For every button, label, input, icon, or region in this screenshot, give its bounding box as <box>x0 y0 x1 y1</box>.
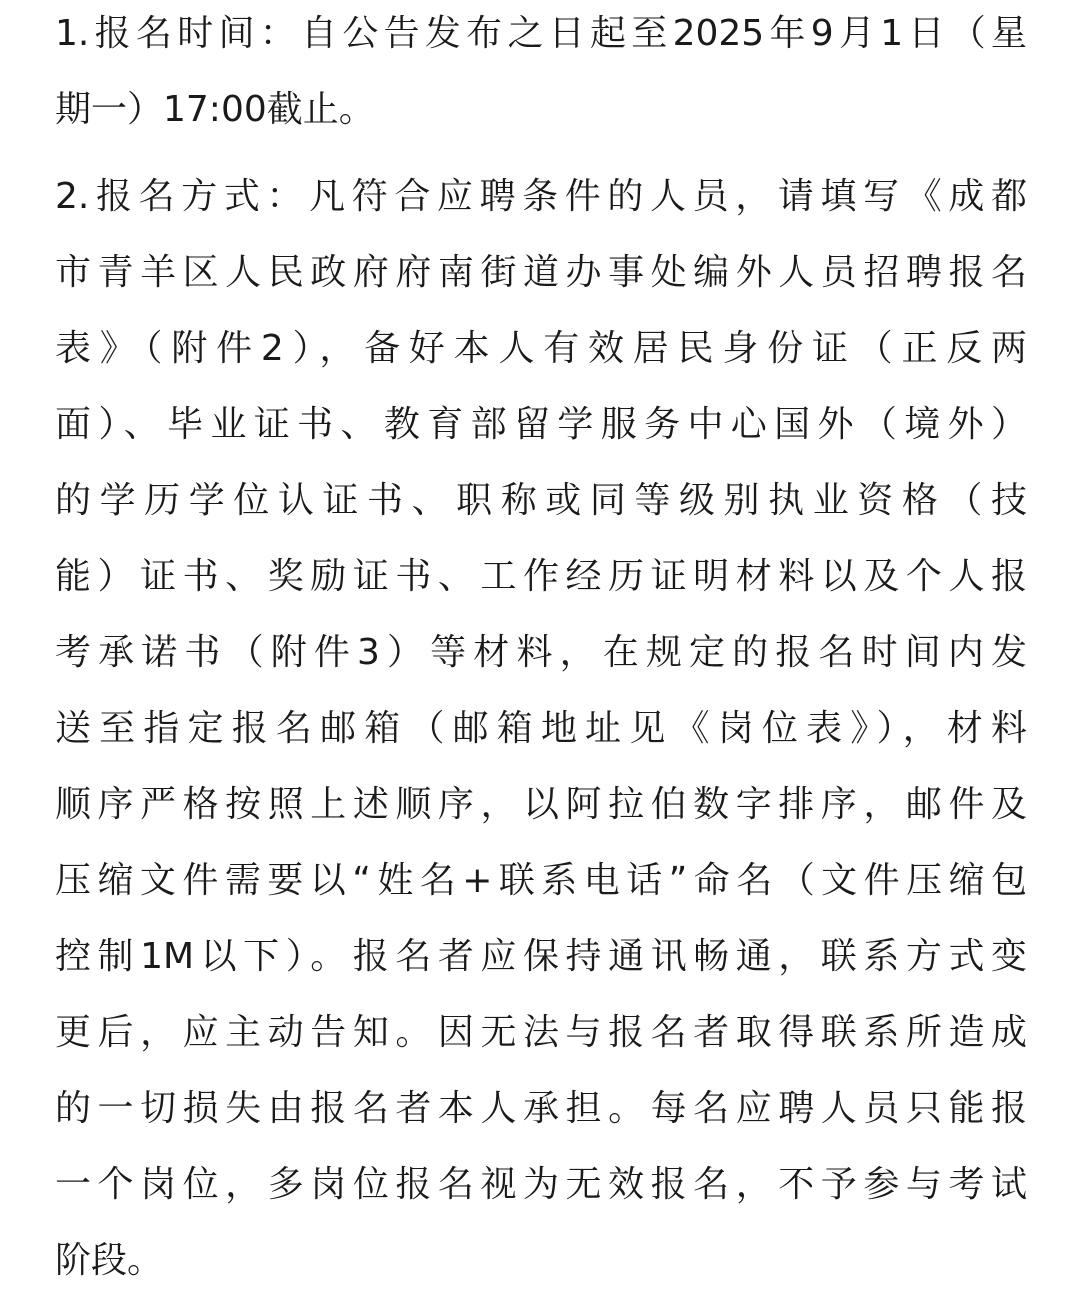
text-line: 更后，应主动告知。因无法与报名者取得联系所造成 <box>55 1012 1027 1053</box>
text-line: 考承诺书（附件3）等材料，在规定的报名时间内发 <box>55 632 1027 673</box>
text-line: 的一切损失由报名者本人承担。每名应聘人员只能报 <box>55 1088 1027 1129</box>
text-line: 送至指定报名邮箱（邮箱地址见《岗位表》），材料 <box>55 708 1027 749</box>
text-line: 表》（附件2），备好本人有效居民身份证（正反两 <box>55 328 1027 369</box>
registration-method-paragraph <box>55 159 1027 1299</box>
text-line: 面）、毕业证书、教育部留学服务中心国外（境外） <box>55 404 1027 445</box>
text-line: 压缩文件需要以“姓名+联系电话”命名（文件压缩包 <box>55 860 1027 901</box>
text-line: 顺序严格按照上述顺序，以阿拉伯数字排序，邮件及 <box>55 784 1027 825</box>
text-line: 2.报名方式：凡符合应聘条件的人员，请填写《成都 <box>55 176 1027 217</box>
text-line: 市青羊区人民政府府南街道办事处编外人员招聘报名 <box>55 252 1027 293</box>
text-line: 能）证书、奖励证书、工作经历证明材料以及个人报 <box>55 556 1027 597</box>
text-line: 阶段。 <box>55 1240 164 1281</box>
text-line: 1.报名时间：自公告发布之日起至2025年9月1日（星 <box>55 13 1027 54</box>
notice-article <box>55 0 1027 1299</box>
text-line: 一个岗位，多岗位报名视为无效报名，不予参与考试 <box>55 1164 1027 1205</box>
text-line: 的学历学位认证书、职称或同等级别执业资格（技 <box>55 480 1027 521</box>
text-line: 控制1M以下）。报名者应保持通讯畅通，联系方式变 <box>55 936 1027 977</box>
registration-time-paragraph <box>55 0 1027 148</box>
text-line: 期一）17:00截止。 <box>55 89 375 130</box>
